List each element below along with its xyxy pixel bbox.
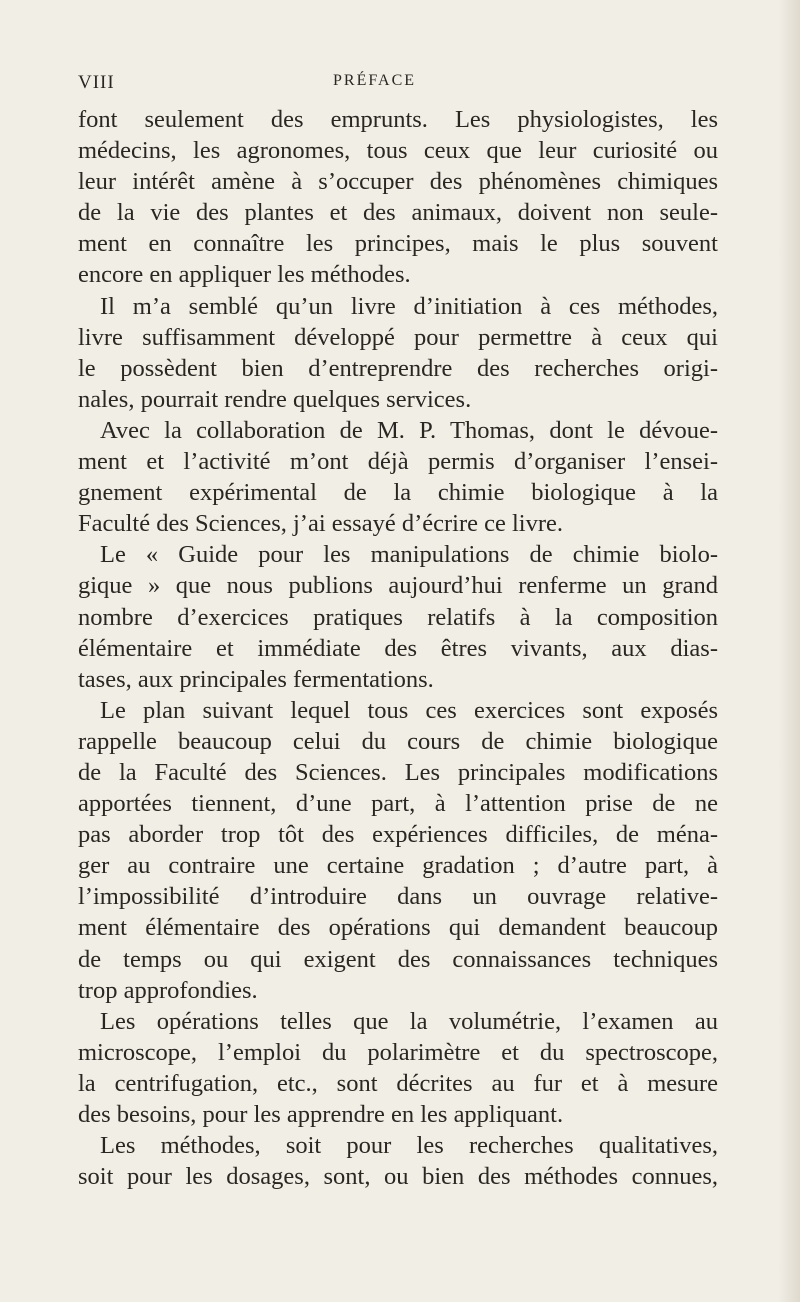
text-line: ger au contraire une certaine gradation ; d’autre part, à xyxy=(78,852,718,880)
text-line: la centrifugation, etc., sont décrites au fur et à mesure xyxy=(78,1069,718,1097)
text-line: ment et l’activité m’ont déjà permis d’organiser l’ensei- xyxy=(78,448,718,476)
text-line: apportées tiennent, d’une part, à l’attention prise de ne xyxy=(78,790,718,818)
preface-body-text xyxy=(78,104,718,1192)
text-line: Le plan suivant lequel tous ces exercices sont exposés xyxy=(100,696,718,724)
text-line: ment en connaître les principes, mais le plus souvent xyxy=(78,230,718,258)
text-line: livre suffisamment développé pour permettre à ceux qui xyxy=(78,323,718,351)
text-line: gnement expérimental de la chimie biologique à la xyxy=(78,479,718,507)
text-line: microscope, l’emploi du polarimètre et du spectroscope, xyxy=(78,1038,718,1066)
text-line: de temps ou qui exigent des connaissances techniques xyxy=(78,945,718,973)
page-edge-shadow xyxy=(778,0,800,1302)
text-line: Les opérations telles que la volumétrie, l’examen au xyxy=(100,1007,718,1035)
text-line: Avec la collaboration de M. P. Thomas, dont le dévoue- xyxy=(100,416,718,444)
text-line: pas aborder trop tôt des expériences difficiles, de ména- xyxy=(78,821,718,849)
page-number: VIII xyxy=(78,72,115,93)
text-line: ment élémentaire des opérations qui demandent beaucoup xyxy=(78,914,718,942)
text-line: nombre d’exercices pratiques relatifs à la composition xyxy=(78,603,718,631)
text-line: Faculté des Sciences, j’ai essayé d’écrire ce livre. xyxy=(78,510,563,538)
text-line: Il m’a semblé qu’un livre d’initiation à ces méthodes, xyxy=(100,292,718,320)
text-line: des besoins, pour les apprendre en les appliquant. xyxy=(78,1101,564,1128)
text-line: de la vie des plantes et des animaux, doivent non seule- xyxy=(78,199,718,227)
text-line: Le « Guide pour les manipulations de chimie biolo- xyxy=(100,541,718,569)
text-line: de la Faculté des Sciences. Les principales modifications xyxy=(78,758,718,786)
text-line: soit pour les dosages, sont, ou bien des méthodes connues, xyxy=(78,1163,718,1191)
text-line: le possèdent bien d’entreprendre des recherches origi- xyxy=(78,354,718,382)
text-line: médecins, les agronomes, tous ceux que leur curiosité ou xyxy=(78,137,718,165)
text-line: Les méthodes, soit pour les recherches qualitatives, xyxy=(100,1132,718,1160)
text-line: l’impossibilité d’introduire dans un ouvrage relative- xyxy=(78,883,718,911)
text-line: encore en appliquer les méthodes. xyxy=(78,261,411,289)
text-line: élémentaire et immédiate des êtres vivants, aux dias- xyxy=(78,634,718,662)
running-head xyxy=(78,72,718,102)
text-line: tases, aux principales fermentations. xyxy=(78,665,434,693)
text-line: nales, pourrait rendre quelques services. xyxy=(78,385,472,413)
text-line: leur intérêt amène à s’occuper des phénomènes chimiques xyxy=(78,168,718,196)
text-line: font seulement des emprunts. Les physiologistes, les xyxy=(78,106,718,133)
text-line: gique » que nous publions aujourd’hui renferme un grand xyxy=(78,572,718,600)
section-title: PRÉFACE xyxy=(333,72,417,89)
text-line: trop approfondies. xyxy=(78,976,258,1004)
text-line: rappelle beaucoup celui du cours de chimie biologique xyxy=(78,727,718,755)
